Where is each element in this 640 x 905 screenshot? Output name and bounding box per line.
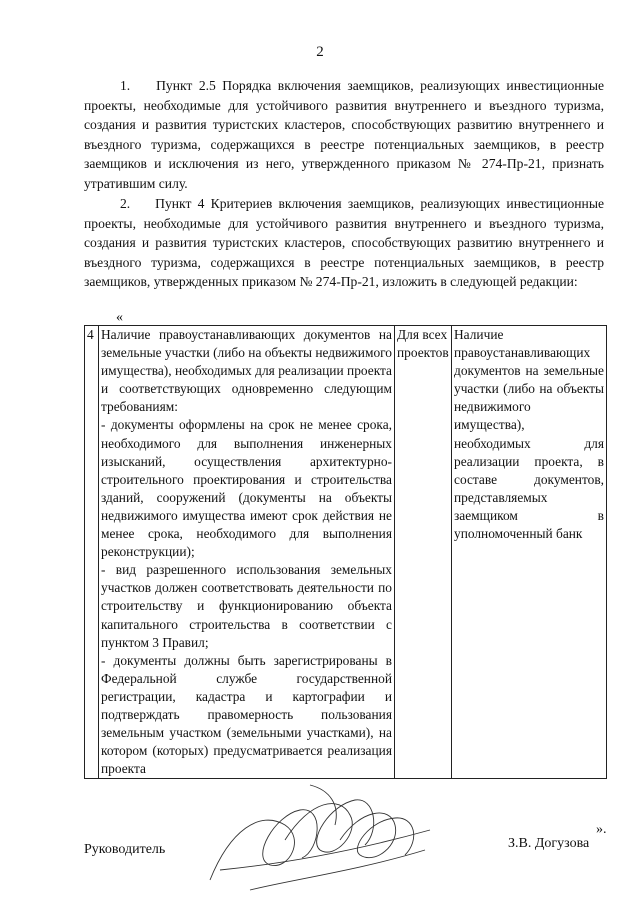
opening-quote: «	[116, 310, 123, 325]
handwritten-signature	[190, 770, 450, 905]
page-number: 2	[316, 44, 324, 60]
paragraph-2: 2. Пункт 4 Критериев включения заемщиков, реализующих инвестиционные проекты, необходимые для устойчивого развития внутреннего и въездного туризма, создания и развития туристских кластеров, способствующих развитию внутреннего и въездного туризма, содержащихся в реестре потенциальных заемщиков, в реестр заемщиков, утвержденных приказом № 274-Пр-21, изложить в следующей редакции:	[84, 196, 604, 289]
cell-applies-to: Для всех проектов	[395, 326, 452, 779]
closing-quote: ».	[596, 822, 607, 837]
requirement-text	[101, 326, 392, 778]
requirement-line: Наличие правоустанавливающих документов на земельные участки (либо на объекты недвижимого имущества), необходимых для реализации проекта и соответствующих одновременно следующим требованиям:	[101, 327, 392, 415]
requirement-line: - вид разрешенного использования земельных участков должен соответствовать деятельности по строительству и функционированию объекта капитального строительства в соответствии с пунктом 3 Правил;	[101, 562, 392, 650]
documents-text: Наличие правоустанавливающих документов на земельные участки (либо на объекты недвижимого имущества), необходимых для реализации проекта, в составе документов, представляемых заемщиком в уполномоченный банк	[454, 327, 604, 542]
amendment-table	[84, 325, 607, 779]
signatory-role: Руководитель	[84, 842, 166, 857]
cell-documents	[452, 326, 607, 779]
paragraph-1: 1. Пункт 2.5 Порядка включения заемщиков, реализующих инвестиционные проекты, необходимые для устойчивого развития внутреннего и въездного туризма, создания и развития туристских кластеров, способствующих развитию внутреннего и въездного туризма, содержащихся в реестре потенциальных заемщиков, в реестр заемщиков и исключения из него, утвержденного приказом № 274-Пр-21, признать утратившим силу.	[84, 78, 604, 191]
table-row	[85, 326, 607, 779]
requirement-line: - документы оформлены на срок не менее срока, необходимого для выполнения инженерных изысканий, осуществления архитектурно-строительного проектирования и строительства зданий, сооружений (документы на объекты недвижимого имущества имеют срок действия не менее срока, необходимого для выполнения реконструкции);	[101, 417, 392, 560]
signatory-name: З.В. Догузова	[508, 836, 590, 851]
cell-requirement	[99, 326, 395, 779]
requirement-line: - документы должны быть зарегистрированы в Федеральной службе государственной регистрации, кадастра и картографии и подтверждать правомерность пользования земельным участком (земельными участками), на котором (которых) предусматривается реализация проекта	[101, 652, 392, 777]
cell-number: 4	[85, 326, 99, 779]
